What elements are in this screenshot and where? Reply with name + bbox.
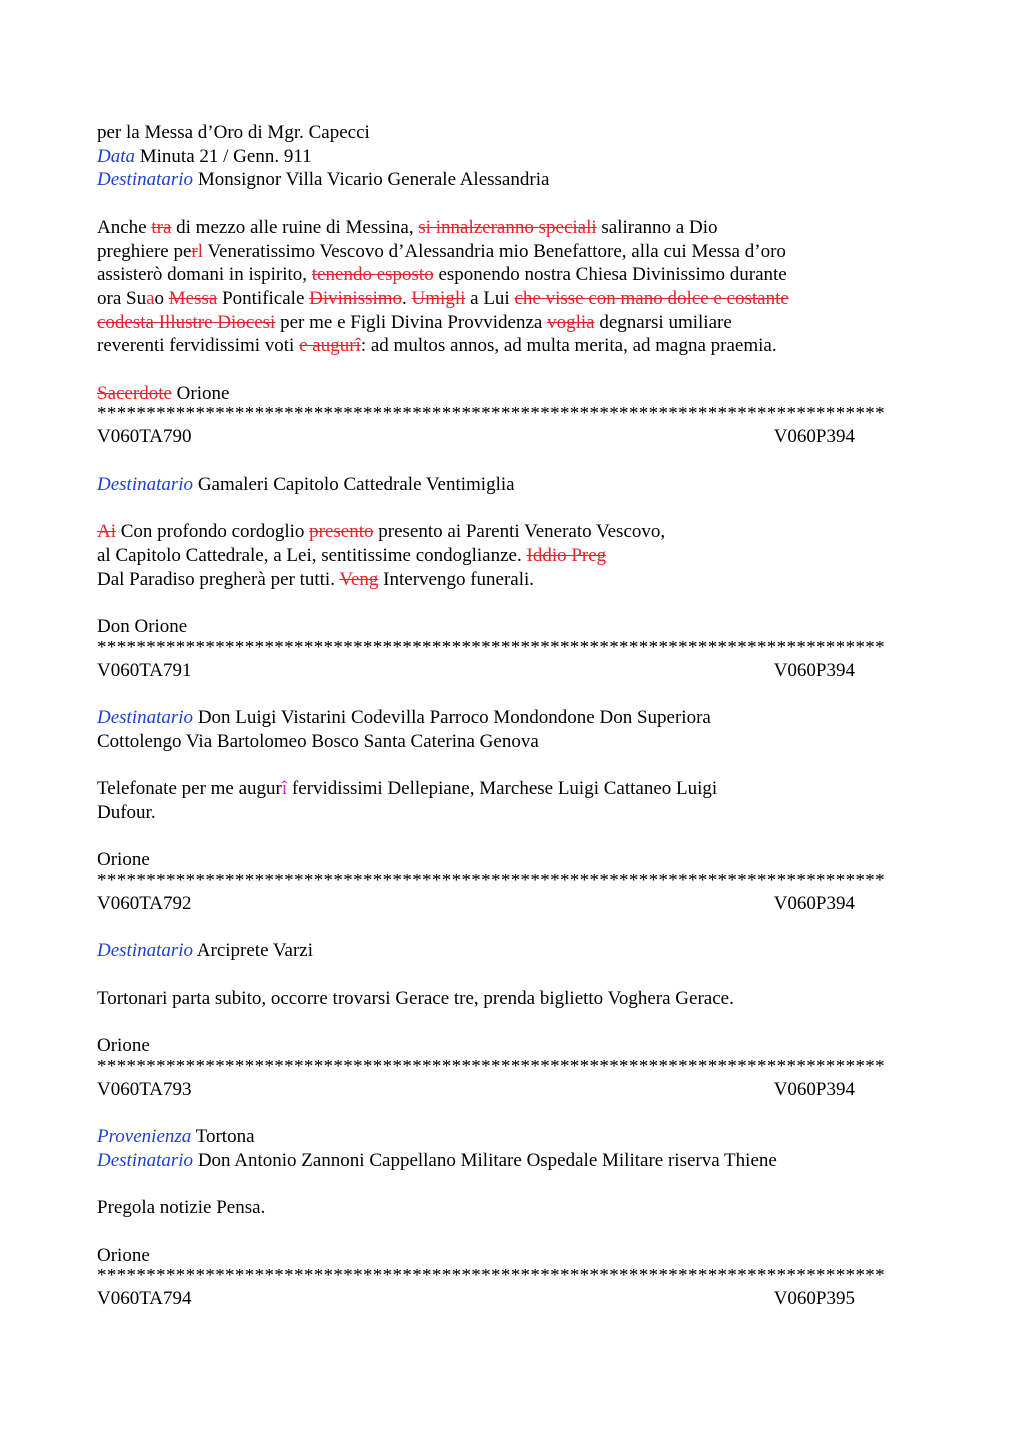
separator-stars: ******************************************************************************** [97,640,885,655]
letter-4 [97,939,927,1101]
doc-id-right: V060P394 [773,1078,855,1100]
recipient-label: Destinatario [97,940,194,962]
deleted-text: Veng [339,568,379,590]
recipient-value: Don Antonio Zannoni Cappellano Militare Ospedale Militare riserva Thiene [197,1149,777,1171]
body-line: preghiere perl Veneratissimo Vescovo d’Alessandria mio Benefattore, alla cui Messa d’oro [97,240,786,262]
signature: Don Orione [97,615,188,637]
body-line: Anche tra di mezzo alle ruine di Messina, si innalzeranno speciali saliranno a Dio [97,216,718,238]
body-line: reverenti fervidissimi voti e augurî: ad multos annos, ad multa merita, ad magna praemia. [97,335,777,357]
signature: Orione [97,1035,150,1057]
deleted-text: Ai [97,521,116,543]
data-value: Minuta 21 / Genn. 911 [139,145,312,167]
document-ids [97,1287,855,1311]
deleted-text: tenendo esposto [311,264,434,286]
doc-id-left: V060TA790 [97,426,192,448]
body-line: Tortonari parta subito, occorre trovarsi Gerace tre, prenda biglietto Voghera Gerace. [97,987,734,1009]
deleted-text: e augurî [299,335,361,357]
deleted-text: voglia [547,311,595,333]
doc-id-left: V060TA794 [97,1288,192,1310]
signature: Orione [97,849,150,871]
document-page [97,121,927,1311]
document-ids [97,659,855,683]
deleted-text: che visse con mano dolce e costante [514,287,789,309]
signature: Sacerdote Orione [97,382,230,404]
document-ids [97,425,855,449]
separator-stars: ******************************************************************************** [97,873,885,888]
data-label: Data [97,145,135,167]
letter-body [97,520,927,591]
body-line: codesta Illustre Diocesi per me e Figli Divina Provvidenza voglia degnarsi umiliare [97,311,732,333]
origin-value: Tortona [195,1126,255,1148]
doc-id-right: V060P394 [773,426,855,448]
deleted-text: presento [309,521,374,543]
recipient-line [97,706,927,730]
letter-body [97,777,927,824]
recipient-line [97,168,927,192]
doc-id-right: V060P395 [773,1288,855,1310]
recipient-value: Don Luigi Vistarini Codevilla Parroco Mondondone Don Superiora [197,707,711,729]
separator-stars: ******************************************************************************** [97,407,885,422]
deleted-text: si innalzeranno speciali [418,216,597,238]
recipient-value: Gamaleri Capitolo Cattedrale Ventimiglia [197,473,515,495]
deleted-text: codesta Illustre Diocesi [97,311,276,333]
data-line [97,145,927,169]
body-line: Dufour. [97,801,156,823]
letter-body [97,216,927,358]
deleted-text: Sacerdote [97,382,172,404]
deleted-text: r [191,240,198,262]
body-line: Dal Paradiso pregherà per tutti. Veng Intervengo funerali. [97,568,535,590]
doc-id-left: V060TA792 [97,892,192,914]
recipient-line [97,1149,927,1173]
document-ids [97,1078,855,1102]
deleted-text: tra [151,216,172,238]
separator-stars: ******************************************************************************** [97,1059,885,1074]
letter-2 [97,473,927,683]
body-line: Ai Con profondo cordoglio presento presento ai Parenti Venerato Vescovo, [97,521,666,543]
recipient-line [97,939,927,963]
recipient-line-2: Cottolengo Via Bartolomeo Bosco Santa Caterina Genova [97,730,539,752]
doc-id-left: V060TA791 [97,659,192,681]
separator-stars: ******************************************************************************** [97,1269,885,1284]
deleted-text: Divinissimo [309,287,403,309]
recipient-label: Destinatario [97,707,194,729]
letter-5 [97,1125,927,1311]
recipient-label: Destinatario [97,473,194,495]
marked-text: î [281,778,288,800]
recipient-label: Destinatario [97,169,194,191]
signature: Orione [97,1244,150,1266]
recipient-value: Monsignor Villa Vicario Generale Alessandria [197,169,550,191]
body-line: ora Suao Messa Pontificale Divinissimo. Umigli a Lui che visse con mano dolce e costante [97,287,789,309]
deleted-text: Messa [168,287,218,309]
recipient-value: Arciprete Varzi [196,940,313,962]
doc-id-left: V060TA793 [97,1078,192,1100]
letter-intro: per la Messa d’Oro di Mgr. Capecci [97,122,370,143]
document-ids [97,892,855,916]
deleted-text: Umigli [411,287,466,309]
recipient-line [97,473,927,497]
body-line: al Capitolo Cattedrale, a Lei, sentitissime condoglianze. Iddio Preg [97,544,607,566]
doc-id-right: V060P394 [773,659,855,681]
origin-label: Provenienza [97,1126,192,1148]
inserted-text: l [197,240,204,262]
inserted-text: a [146,287,155,309]
letter-3 [97,706,927,916]
body-line: Telefonate per me augurî fervidissimi Dellepiane, Marchese Luigi Cattaneo Luigi [97,778,718,800]
deleted-text: Iddio Preg [526,544,607,566]
letter-1 [97,121,927,449]
doc-id-right: V060P394 [773,892,855,914]
origin-line [97,1125,927,1149]
body-line: Pregola notizie Pensa. [97,1197,266,1219]
recipient-label: Destinatario [97,1149,194,1171]
body-line: assisterò domani in ispirito, tenendo esposto esponendo nostra Chiesa Divinissimo durante [97,264,787,286]
